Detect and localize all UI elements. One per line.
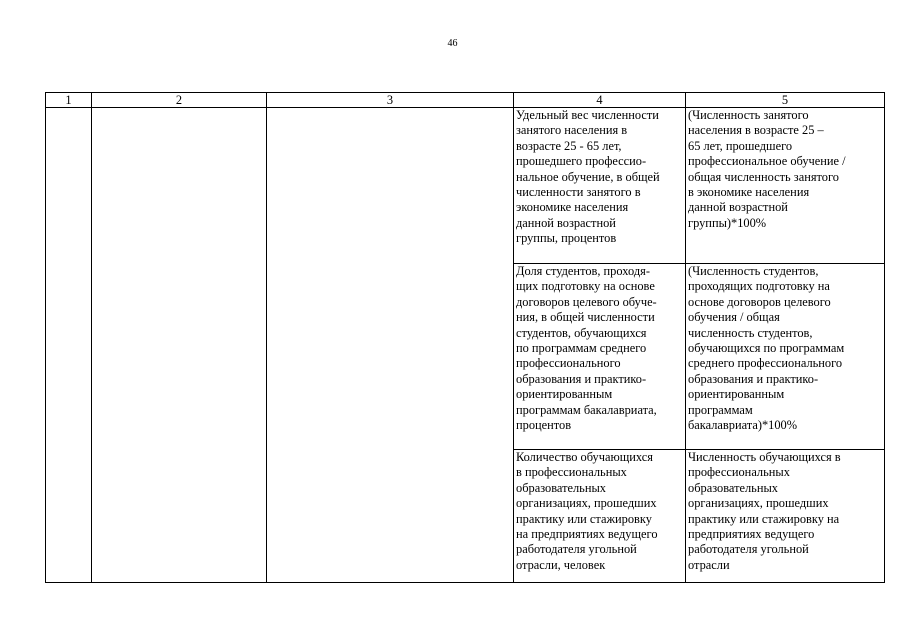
indicator-cell	[514, 264, 686, 450]
formula-cell	[686, 450, 885, 583]
empty-cell-col1	[46, 108, 92, 583]
indicator-cell	[514, 108, 686, 264]
indicators-table	[45, 92, 885, 583]
column-header-1: 1	[46, 93, 92, 108]
column-header-5: 5	[686, 93, 885, 108]
formula-text: (Численность занятого населения в возрасте 25 – 65 лет, прошедшего профессиональное обучение / общая численность занятого в экономике населения данной возрастной группы)*100%	[688, 108, 846, 230]
formula-cell	[686, 264, 885, 450]
table-row	[46, 108, 885, 264]
column-header-3: 3	[267, 93, 514, 108]
empty-cell-col3	[267, 108, 514, 583]
formula-text: (Численность студентов, проходящих подготовку на основе договоров целевого обучения / общая численность студентов, обучающихся по программам среднего профессионального образования и практико- ориентированным программам бакалавриата)*100%	[688, 264, 845, 433]
indicator-cell	[514, 450, 686, 583]
table-header-row	[46, 93, 885, 108]
indicator-text: Доля студентов, проходя- щих подготовку на основе договоров целевого обуче- ния, в общей численности студентов, обучающихся по программам среднего профессионального образования и практико- ориентированным программам бакалавриата, процентов	[516, 264, 657, 433]
empty-cell-col2	[92, 108, 267, 583]
column-header-2: 2	[92, 93, 267, 108]
indicator-text: Количество обучающихся в профессиональных образовательных организациях, прошедших практику или стажировку на предприятиях ведущего работодателя угольной отрасли, человек	[516, 450, 658, 572]
column-header-4: 4	[514, 93, 686, 108]
indicator-text: Удельный вес численности занятого населения в возрасте 25 - 65 лет, прошедшего профессио- нальное обучение, в общей численности занятого в экономике населения данной возрастной группы, процентов	[516, 108, 660, 246]
formula-text: Численность обучающихся в профессиональных образовательных организациях, прошедших практику или стажировку на предприятиях ведущего работодателя угольной отрасли	[688, 450, 841, 572]
page-number: 46	[447, 38, 458, 49]
formula-cell	[686, 108, 885, 264]
